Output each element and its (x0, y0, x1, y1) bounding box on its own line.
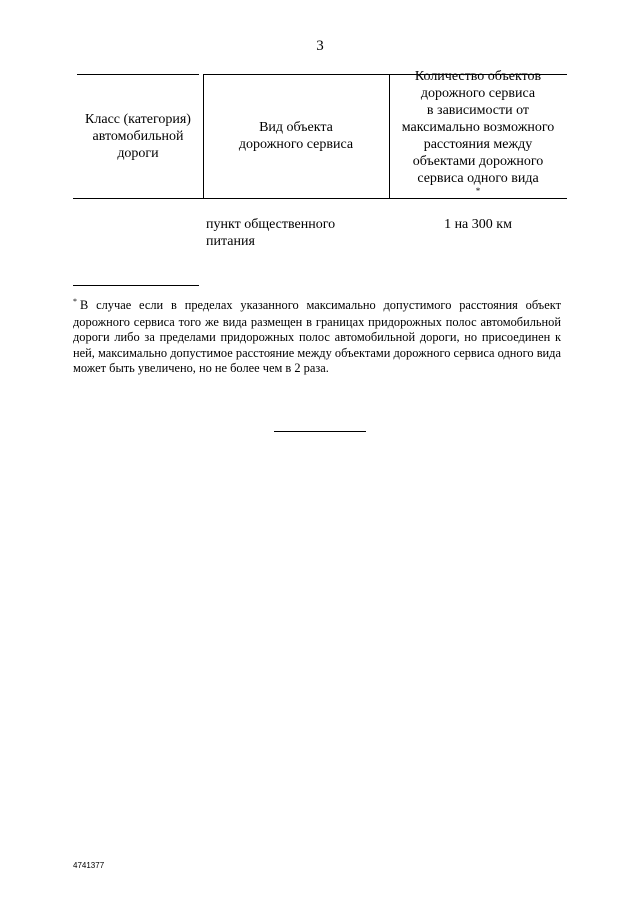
cell-line: питания (206, 234, 255, 249)
footnote-separator (73, 285, 199, 286)
table-cell-object-type (206, 216, 386, 250)
header-line: объектами дорожного (412, 154, 544, 169)
table-cell-quantity: 1 на 300 км (444, 217, 512, 232)
page-number: 3 (316, 38, 324, 54)
header-line-text: сервиса одного вида (417, 171, 539, 186)
footnote (73, 298, 561, 377)
footnote-mark: * (73, 297, 77, 306)
header-road-class (73, 74, 203, 198)
header-line: Количество объектов (414, 69, 542, 84)
footnote-text: В случае если в пределах указанного максимально допустимого расстояния объект дорожного сервиса того же вида размещен в границах придорожных полос автомобильной дороги либо за пределами придорожных полос автомобильной дороги, но присоединен к ней, максимально допустимое расстояние между объектами дорожного сервиса одного вида может быть увеличено, но не более чем в 2 раза. (73, 298, 561, 375)
header-object-count (389, 69, 567, 198)
header-line: в зависимости от (426, 103, 530, 118)
document-code: 4741377 (73, 861, 105, 870)
header-line: автомобильной (92, 128, 184, 144)
header-line: дороги (117, 145, 159, 161)
end-of-document-rule (274, 431, 366, 432)
table-header-bottom-border (73, 198, 567, 199)
cell-line: пункт общественного (206, 217, 336, 232)
header-line: Вид объекта (259, 120, 333, 135)
header-line: Класс (категория) (85, 111, 191, 127)
header-line: максимально возможного (401, 120, 555, 135)
footnote-reference: * (475, 186, 481, 196)
header-line: дорожного сервиса (238, 137, 354, 152)
header-object-type (203, 74, 389, 198)
header-line: дорожного сервиса (420, 86, 536, 101)
header-line: расстояния между (423, 137, 533, 152)
